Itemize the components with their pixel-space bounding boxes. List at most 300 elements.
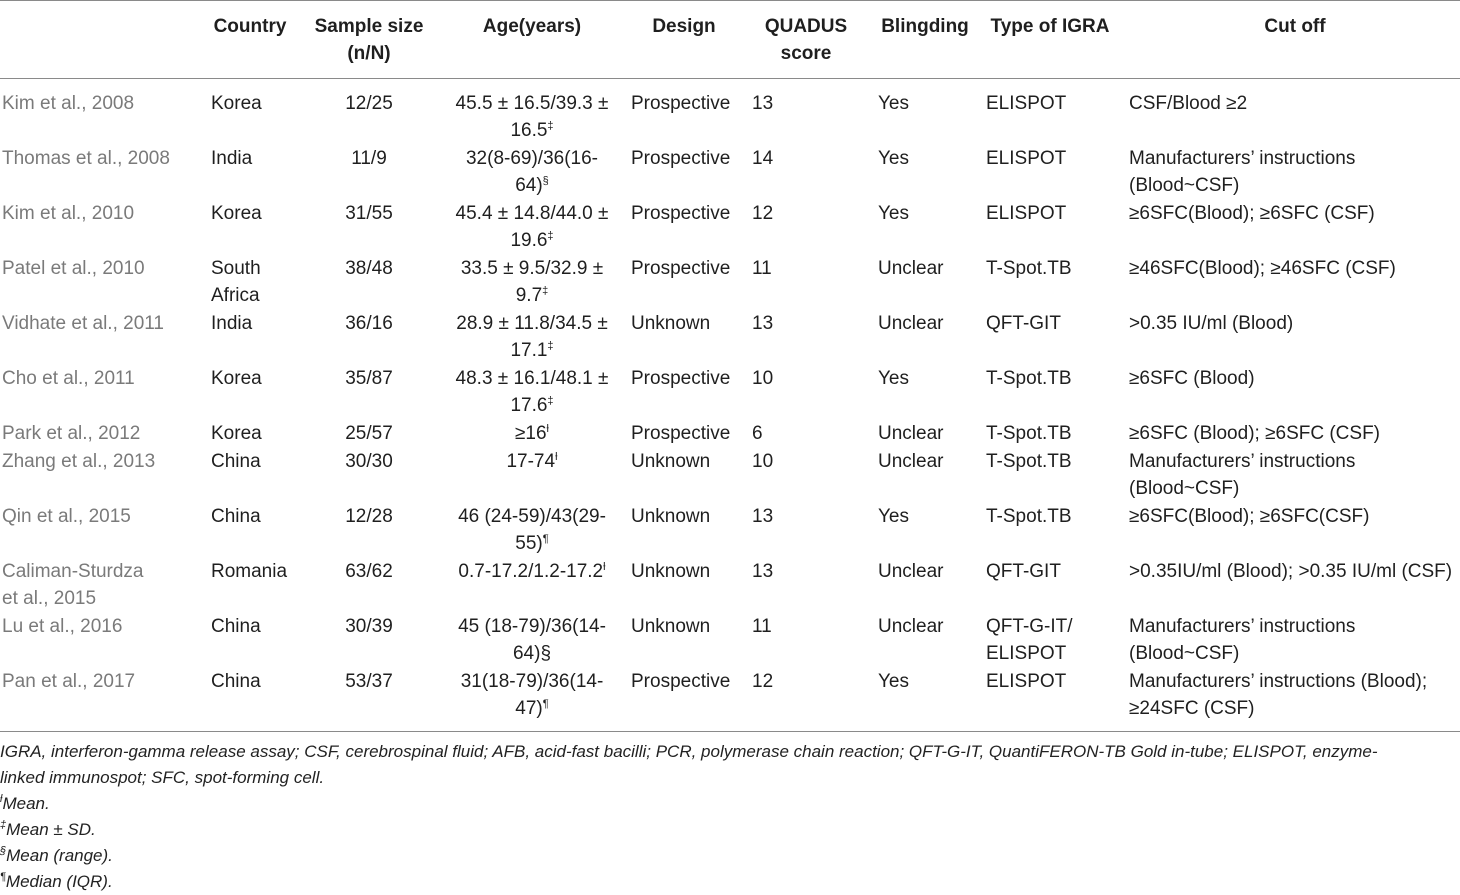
footnote-text: Mean ± SD. [6, 820, 96, 839]
cell-igra [986, 613, 1122, 667]
cell-text: (Blood~CSF) [1129, 478, 1240, 499]
cell-text: Kim et al., 2010 [2, 203, 135, 224]
cell-text: 17.1 [510, 340, 548, 361]
cell-study [2, 448, 182, 475]
footnote-median-iqr [0, 869, 1460, 895]
cell-design-line1 [631, 145, 746, 172]
cell-design-line1 [631, 420, 746, 447]
cell-text: Unknown [631, 451, 711, 472]
cell-igra-line1 [986, 365, 1122, 392]
cell-age [440, 420, 624, 447]
cell-text: QFT-GIT [986, 313, 1061, 334]
cell-country-line2 [211, 282, 306, 309]
cell-igra-line1 [986, 200, 1122, 227]
cell-igra [986, 365, 1122, 392]
cell-text: ELISPOT [986, 148, 1067, 169]
cell-text: Unclear [878, 313, 944, 334]
cell-country-line1 [211, 255, 306, 282]
cell-age-line1 [440, 255, 624, 282]
cell-text: ≥6SFC(Blood); ≥6SFC (CSF) [1129, 203, 1375, 224]
cell-cutoff [1129, 503, 1460, 530]
cell-score-line1 [752, 420, 812, 447]
cell-text: QFT-GIT [986, 561, 1061, 582]
cell-age-line1 [440, 90, 624, 117]
cell-age-line2 [440, 337, 624, 364]
cell-text: 6 [752, 423, 763, 444]
cell-design-line1 [631, 310, 746, 337]
cell-text: ≥6SFC (Blood) [1129, 368, 1255, 389]
header-age: Age(years) [482, 16, 582, 37]
cell-age-line1 [440, 310, 624, 337]
footnote-marker: ‡ [547, 340, 554, 352]
cell-text: 13 [752, 506, 774, 527]
cell-cutoff [1129, 310, 1460, 337]
cell-text: Manufacturers’ instructions (Blood); [1129, 671, 1428, 692]
cell-age-line1 [440, 145, 624, 172]
cell-design-line1 [631, 200, 746, 227]
header-cutoff: Cut off [1264, 16, 1326, 37]
cell-age-line2 [440, 530, 624, 557]
cell-country [211, 558, 306, 585]
cell-cutoff-line1 [1129, 365, 1460, 392]
cell-age-line2 [440, 282, 624, 309]
cell-study [2, 145, 182, 172]
cell-cutoff-line1 [1129, 448, 1460, 475]
cell-text: 28.9 ± 11.8/34.5 ± [456, 313, 608, 334]
cell-sample [300, 145, 438, 172]
footnote-mean-range [0, 843, 1460, 869]
cell-sample [300, 420, 438, 447]
cell-score [752, 255, 812, 282]
cell-study-line1 [2, 255, 182, 282]
footnote-marker: ƚ [603, 561, 606, 573]
cell-igra-line1 [986, 448, 1122, 475]
cell-text: Unknown [631, 506, 711, 527]
cell-text: et al., 2015 [2, 588, 97, 609]
cell-text: Korea [211, 93, 262, 114]
header-igra-type: Type of IGRA [990, 16, 1110, 37]
cell-text: 9.7 [515, 285, 543, 306]
cell-country [211, 310, 306, 337]
cell-text: 63/62 [345, 561, 393, 582]
cell-text: China [211, 671, 261, 692]
cell-igra-line1 [986, 613, 1122, 640]
cell-blinding-line1 [878, 255, 978, 282]
header-blinding: Blingding [881, 16, 969, 37]
cell-sample [300, 90, 438, 117]
cell-sample-line1 [300, 448, 438, 475]
cell-study-line1 [2, 145, 182, 172]
cell-text: Prospective [631, 203, 731, 224]
cell-sample-line1 [300, 145, 438, 172]
table-bottom-rule [0, 731, 1460, 732]
cell-country-line1 [211, 613, 306, 640]
cell-text: Thomas et al., 2008 [2, 148, 170, 169]
cell-score [752, 90, 812, 117]
cell-country-line1 [211, 448, 306, 475]
cell-country-line1 [211, 310, 306, 337]
cell-sample [300, 503, 438, 530]
cell-age [440, 255, 624, 309]
cell-cutoff [1129, 420, 1460, 447]
cell-text: T-Spot.TB [986, 423, 1072, 444]
cell-text: ELISPOT [986, 203, 1067, 224]
cell-text: Manufacturers’ instructions [1129, 148, 1356, 169]
footnote-text: Median (IQR). [5, 872, 113, 891]
cell-age [440, 200, 624, 254]
cell-text: 12/25 [345, 93, 393, 114]
cell-score [752, 200, 812, 227]
cell-text: (Blood~CSF) [1129, 643, 1240, 664]
cell-design [631, 365, 746, 392]
cell-text: (Blood~CSF) [1129, 175, 1240, 196]
header-quadus-line2: score [780, 43, 832, 64]
cell-cutoff-line1 [1129, 90, 1460, 117]
footnote-marker: § [542, 175, 549, 187]
cell-score-line1 [752, 503, 812, 530]
cell-text: ≥24SFC (CSF) [1129, 698, 1255, 719]
cell-score-line1 [752, 90, 812, 117]
cell-text: Cho et al., 2011 [2, 368, 135, 389]
cell-text: Park et al., 2012 [2, 423, 141, 444]
cell-text: >0.35 IU/ml (Blood) [1129, 313, 1294, 334]
cell-design [631, 200, 746, 227]
cell-text: 16.5 [510, 120, 548, 141]
cell-text: CSF/Blood ≥2 [1129, 93, 1248, 114]
header-sample-size-line1: Sample size [314, 16, 424, 37]
cell-text: Kim et al., 2008 [2, 93, 135, 114]
cell-igra [986, 145, 1122, 172]
cell-igra [986, 420, 1122, 447]
cell-text: 12 [752, 203, 774, 224]
cell-cutoff [1129, 613, 1460, 667]
cell-text: 64) [515, 175, 543, 196]
cell-text: T-Spot.TB [986, 368, 1072, 389]
cell-age-line2 [440, 172, 624, 199]
cell-age-line2 [440, 640, 624, 667]
cell-cutoff [1129, 668, 1460, 722]
cell-text: 53/37 [345, 671, 393, 692]
cell-study-line1 [2, 90, 182, 117]
cell-cutoff-line1 [1129, 255, 1460, 282]
footnote-symbol: § [0, 845, 7, 857]
cell-cutoff-line1 [1129, 310, 1460, 337]
cell-igra-line2 [986, 640, 1122, 667]
cell-study-line1 [2, 448, 182, 475]
cell-text: Unclear [878, 423, 944, 444]
footnote-mean [0, 791, 1460, 817]
cell-sample-line1 [300, 90, 438, 117]
cell-age [440, 558, 624, 585]
cell-study-line1 [2, 558, 182, 585]
cell-country [211, 668, 306, 695]
cell-score-line1 [752, 448, 812, 475]
cell-text: 30/30 [345, 451, 393, 472]
footnote-symbol: ‡ [0, 819, 7, 831]
cell-study [2, 310, 182, 337]
cell-country-line1 [211, 420, 306, 447]
cell-text: ≥6SFC (Blood); ≥6SFC (CSF) [1129, 423, 1381, 444]
cell-study-line1 [2, 503, 182, 530]
cell-cutoff-line2 [1129, 695, 1460, 722]
cell-blinding-line1 [878, 503, 978, 530]
cell-design-line1 [631, 503, 746, 530]
cell-text: Yes [878, 368, 909, 389]
cell-text: Unclear [878, 258, 944, 279]
cell-study [2, 420, 182, 447]
cell-text: Yes [878, 93, 909, 114]
cell-text: Korea [211, 423, 262, 444]
cell-igra [986, 448, 1122, 475]
cell-score [752, 420, 812, 447]
cell-text: Lu et al., 2016 [2, 616, 123, 637]
cell-text: 45.5 ± 16.5/39.3 ± [455, 93, 609, 114]
cell-blinding [878, 668, 978, 695]
footnote-marker: ‡ [542, 285, 549, 297]
cell-text: 32(8-69)/36(16- [465, 148, 599, 169]
cell-design [631, 558, 746, 585]
cell-text: Unclear [878, 451, 944, 472]
cell-text: 10 [752, 368, 774, 389]
footnote-symbol: ƚ [0, 793, 3, 805]
cell-text: 33.5 ± 9.5/32.9 ± [460, 258, 604, 279]
cell-text: ≥6SFC(Blood); ≥6SFC(CSF) [1129, 506, 1370, 527]
cell-blinding-line1 [878, 90, 978, 117]
cell-text: Patel et al., 2010 [2, 258, 145, 279]
cell-text: 10 [752, 451, 774, 472]
cell-blinding-line1 [878, 200, 978, 227]
cell-text: 64)§ [512, 643, 552, 664]
footnote-abbreviations-line2: linked immunospot; SFC, spot-forming cell. [0, 768, 325, 787]
cell-age [440, 503, 624, 557]
cell-blinding [878, 503, 978, 530]
cell-design-line1 [631, 613, 746, 640]
footnote-mean-sd [0, 817, 1460, 843]
cell-text: China [211, 616, 261, 637]
cell-age-line2 [440, 695, 624, 722]
cell-text: 30/39 [345, 616, 393, 637]
cell-score [752, 310, 812, 337]
header-quadus-line1: QUADUS [764, 16, 848, 37]
cell-text: 11 [752, 258, 772, 279]
cell-text: QFT-G-IT/ [986, 616, 1073, 637]
cell-study-line1 [2, 420, 182, 447]
cell-text: Vidhate et al., 2011 [2, 313, 164, 334]
footnote-marker: ‡ [547, 120, 554, 132]
cell-age-line1 [440, 365, 624, 392]
cell-design [631, 310, 746, 337]
cell-igra-line1 [986, 255, 1122, 282]
cell-igra-line1 [986, 310, 1122, 337]
cell-design [631, 145, 746, 172]
cell-sample [300, 668, 438, 695]
cell-study-line1 [2, 668, 182, 695]
cell-age-line1 [440, 558, 624, 585]
cell-text: 45.4 ± 14.8/44.0 ± [455, 203, 609, 224]
cell-text: 31(18-79)/36(14- [460, 671, 604, 692]
cell-text: 19.6 [510, 230, 548, 251]
cell-score-line1 [752, 365, 812, 392]
cell-country [211, 90, 306, 117]
cell-text: Unclear [878, 561, 944, 582]
header-sample-size-line2: (n/N) [347, 43, 391, 64]
cell-text: Unknown [631, 561, 711, 582]
cell-score [752, 448, 812, 475]
cell-sample-line1 [300, 310, 438, 337]
cell-score-line1 [752, 145, 812, 172]
cell-design [631, 503, 746, 530]
cell-text: 46 (24-59)/43(29- [458, 506, 606, 527]
cell-blinding [878, 145, 978, 172]
cell-study-line1 [2, 310, 182, 337]
cell-text: 11/9 [351, 148, 387, 169]
cell-cutoff-line2 [1129, 172, 1460, 199]
cell-design [631, 420, 746, 447]
cell-blinding-line1 [878, 145, 978, 172]
cell-design [631, 90, 746, 117]
cell-score [752, 558, 812, 585]
cell-study [2, 365, 182, 392]
cell-country [211, 448, 306, 475]
cell-text: Unclear [878, 616, 944, 637]
cell-age-line2 [440, 392, 624, 419]
cell-text: 13 [752, 313, 774, 334]
cell-country [211, 255, 306, 309]
cell-age [440, 310, 624, 364]
cell-sample-line1 [300, 255, 438, 282]
cell-study [2, 255, 182, 282]
cell-score [752, 365, 812, 392]
cell-blinding-line1 [878, 668, 978, 695]
cell-sample [300, 200, 438, 227]
cell-blinding [878, 613, 978, 640]
cell-text: Korea [211, 203, 262, 224]
cell-text: India [211, 313, 253, 334]
footnote-abbreviations-line1: IGRA, interferon-gamma release assay; CSF, cerebrospinal fluid; AFB, acid-fast bacilli; PCR, polymerase chain reaction; QFT-G-IT, QuantiFERON-TB Gold in-tube; ELISPOT, enzyme- [0, 742, 1378, 761]
cell-text: Prospective [631, 368, 731, 389]
cell-study [2, 503, 182, 530]
cell-cutoff [1129, 145, 1460, 199]
cell-blinding [878, 310, 978, 337]
cell-cutoff-line2 [1129, 640, 1460, 667]
cell-igra [986, 200, 1122, 227]
cell-text: 36/16 [345, 313, 393, 334]
cell-text: South [211, 258, 261, 279]
cell-text: China [211, 506, 261, 527]
cell-text: 47) [515, 698, 543, 719]
cell-igra [986, 668, 1122, 695]
cell-text: 12 [752, 671, 774, 692]
header-design: Design [652, 16, 716, 37]
table-top-rule [0, 0, 1460, 1]
cell-design-line1 [631, 90, 746, 117]
cell-country [211, 420, 306, 447]
footnote-symbol: ¶ [0, 871, 6, 883]
cell-cutoff-line2 [1129, 475, 1460, 502]
cell-sample-line1 [300, 365, 438, 392]
footnote-marker: ‡ [547, 395, 554, 407]
cell-text: T-Spot.TB [986, 451, 1072, 472]
cell-score-line1 [752, 558, 812, 585]
cell-country-line1 [211, 200, 306, 227]
cell-text: Yes [878, 203, 909, 224]
cell-age-line1 [440, 668, 624, 695]
cell-igra-line1 [986, 503, 1122, 530]
cell-text: India [211, 148, 253, 169]
cell-text: Zhang et al., 2013 [2, 451, 156, 472]
cell-study-line1 [2, 613, 182, 640]
cell-sample [300, 310, 438, 337]
cell-text: Yes [878, 148, 909, 169]
cell-blinding [878, 558, 978, 585]
cell-age-line1 [440, 200, 624, 227]
cell-age [440, 365, 624, 419]
cell-sample-line1 [300, 420, 438, 447]
cell-sample [300, 448, 438, 475]
cell-text: ≥46SFC(Blood); ≥46SFC (CSF) [1129, 258, 1396, 279]
cell-cutoff [1129, 90, 1460, 117]
cell-text: 14 [752, 148, 774, 169]
cell-text: ELISPOT [986, 671, 1067, 692]
header-quadus-score [750, 13, 862, 67]
cell-text: Prospective [631, 93, 731, 114]
cell-cutoff [1129, 255, 1460, 282]
cell-sample-line1 [300, 668, 438, 695]
cell-sample-line1 [300, 200, 438, 227]
cell-country-line1 [211, 503, 306, 530]
cell-text: Africa [211, 285, 260, 306]
cell-score [752, 668, 812, 695]
cell-text: Prospective [631, 148, 731, 169]
footnote-marker: ƚ [555, 451, 558, 463]
cell-age [440, 448, 624, 475]
cell-text: ELISPOT [986, 643, 1067, 664]
footnote-marker: ƚ [546, 423, 549, 435]
cell-design [631, 613, 746, 640]
cell-country-line1 [211, 668, 306, 695]
cell-text: 35/87 [345, 368, 393, 389]
cell-design [631, 668, 746, 695]
cell-country [211, 145, 306, 172]
cell-design-line1 [631, 365, 746, 392]
cell-blinding [878, 200, 978, 227]
cell-study-line1 [2, 200, 182, 227]
cell-country [211, 200, 306, 227]
cell-igra-line1 [986, 668, 1122, 695]
cell-text: 17-74 [506, 451, 556, 472]
cell-text: Prospective [631, 258, 731, 279]
cell-text: ELISPOT [986, 93, 1067, 114]
cell-text: 0.7-17.2/1.2-17.2 [458, 561, 604, 582]
cell-igra-line1 [986, 420, 1122, 447]
cell-text: >0.35IU/ml (Blood); >0.35 IU/ml (CSF) [1129, 561, 1453, 582]
cell-blinding-line1 [878, 365, 978, 392]
cell-igra [986, 310, 1122, 337]
cell-text: Yes [878, 671, 909, 692]
cell-blinding [878, 420, 978, 447]
cell-score [752, 145, 812, 172]
cell-age [440, 668, 624, 722]
cell-text: 13 [752, 93, 774, 114]
table-footnotes [0, 739, 1460, 895]
cell-text: Unknown [631, 616, 711, 637]
cell-blinding-line1 [878, 310, 978, 337]
cell-text: 25/57 [345, 423, 393, 444]
cell-design-line1 [631, 668, 746, 695]
cell-country [211, 503, 306, 530]
cell-text: Unknown [631, 313, 711, 334]
cell-design [631, 448, 746, 475]
